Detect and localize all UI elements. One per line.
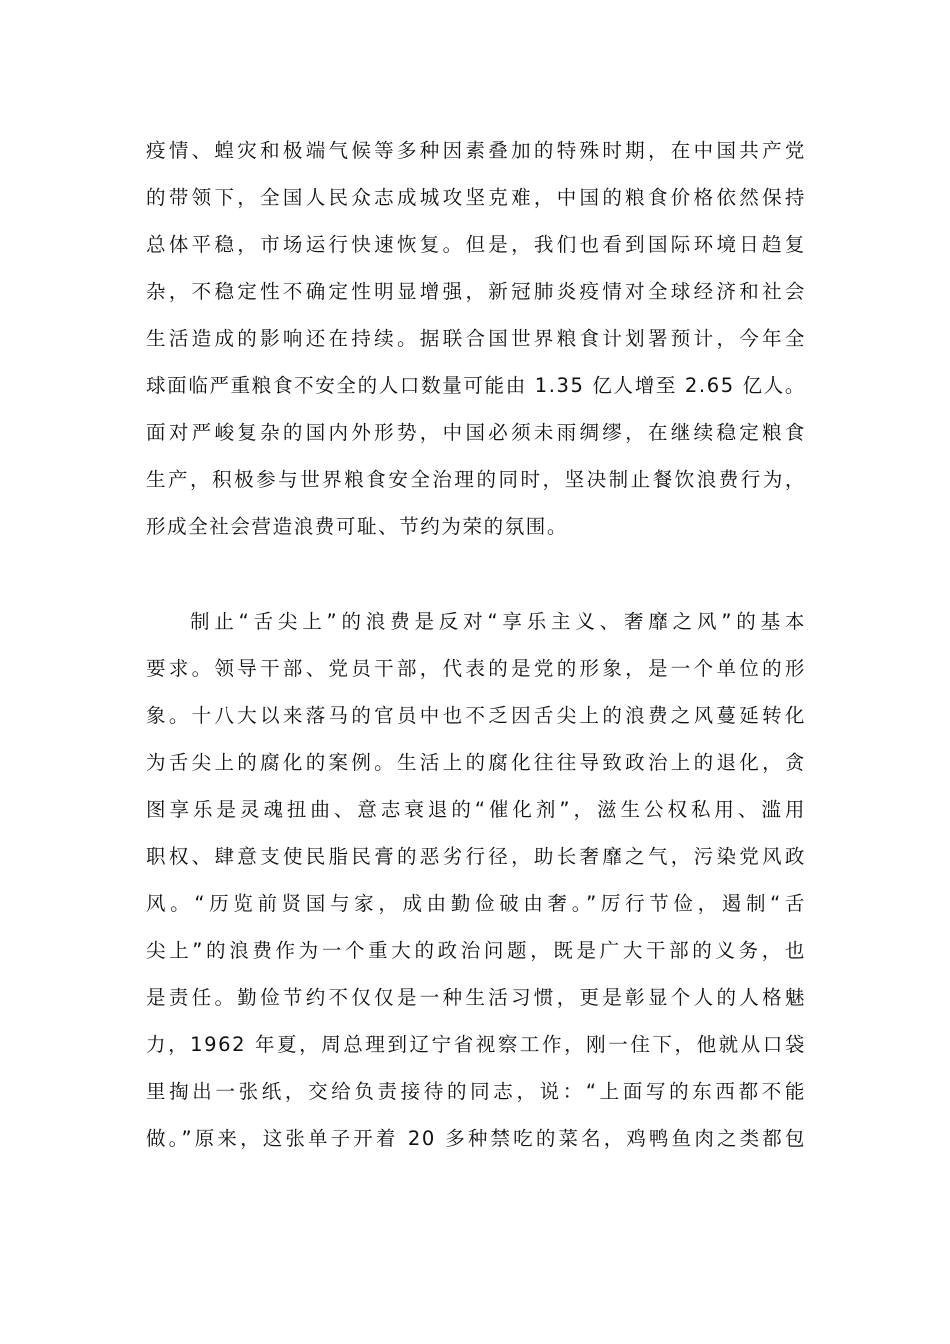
text-line: 尖上”的浪费作为一个重大的政治问题，既是广大干部的义务，也 — [146, 939, 806, 962]
text-line: 生活造成的影响还在持续。据联合国世界粮食计划署预计，今年全 — [146, 327, 806, 350]
paragraph-1 — [146, 127, 806, 550]
text-line: 要求。领导干部、党员干部，代表的是党的形象，是一个单位的形 — [146, 657, 806, 680]
text-line: 是责任。勤俭节约不仅仅是一种生活习惯，更是彰显个人的人格魅 — [146, 986, 806, 1009]
text-line: 总体平稳，市场运行快速恢复。但是，我们也看到国际环境日趋复 — [146, 233, 806, 256]
text-line: 形成全社会营造浪费可耻、节约为荣的氛围。 — [146, 515, 569, 538]
text-line: 图享乐是灵魂扭曲、意志衰退的“催化剂”，滋生公权私用、滥用 — [146, 798, 806, 821]
text-line: 为舌尖上的腐化的案例。生活上的腐化往往导致政治上的退化，贪 — [146, 751, 806, 774]
text-line: 风。“历览前贤国与家，成由勤俭破由奢。”厉行节俭，遏制“舌 — [146, 892, 806, 915]
text-line: 球面临严重粮食不安全的人口数量可能由 1.35 亿人增至 2.65 亿人。 — [146, 374, 806, 397]
text-line: 里掏出一张纸，交给负责接待的同志，说：“上面写的东西都不能 — [146, 1080, 806, 1103]
text-line: 疫情、蝗灾和极端气候等多种因素叠加的特殊时期，在中国共产党 — [146, 139, 806, 162]
text-line: 职权、肆意支使民脂民膏的恶劣行径，助长奢靡之气，污染党风政 — [146, 845, 806, 868]
text-line: 面对严峻复杂的国内外形势，中国必须未雨绸缪，在继续稳定粮食 — [146, 421, 806, 444]
text-line: 生产，积极参与世界粮食安全治理的同时，坚决制止餐饮浪费行为， — [146, 468, 806, 491]
text-line: 制止“舌尖上”的浪费是反对“享乐主义、奢靡之风”的基本 — [190, 610, 806, 633]
text-line: 做。”原来，这张单子开着 20 多种禁吃的菜名，鸡鸭鱼肉之类都包 — [146, 1127, 806, 1150]
text-line: 杂，不稳定性不确定性明显增强，新冠肺炎疫情对全球经济和社会 — [146, 280, 806, 303]
text-line: 的带领下，全国人民众志成城攻坚克难，中国的粮食价格依然保持 — [146, 186, 806, 209]
text-line: 象。十八大以来落马的官员中也不乏因舌尖上的浪费之风蔓延转化 — [146, 704, 806, 727]
text-line: 力，1962 年夏，周总理到辽宁省视察工作，刚一住下，他就从口袋 — [146, 1033, 806, 1056]
paragraph-2 — [146, 598, 806, 1162]
